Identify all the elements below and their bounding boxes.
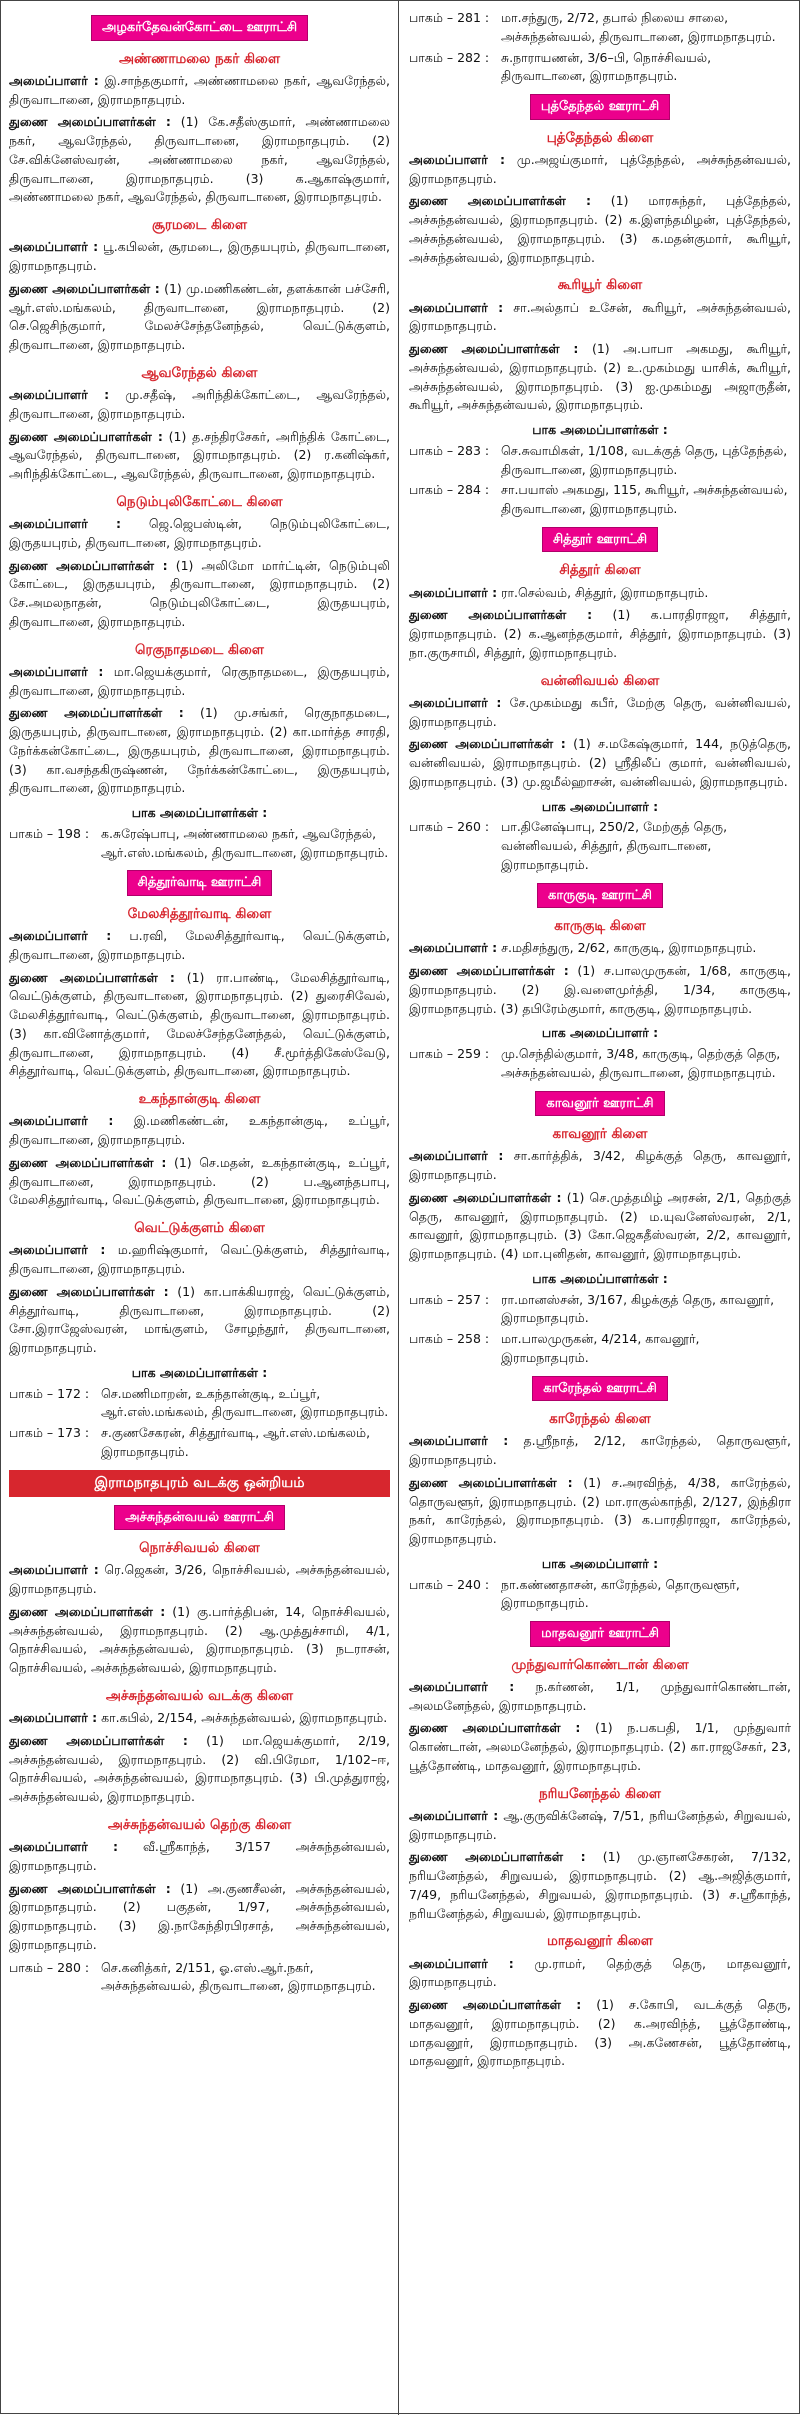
organizer-role-label: அமைப்பாளர் :: [409, 299, 504, 315]
booth-number: பாகம் – 284 :: [409, 482, 490, 498]
column-left: [1, 1, 399, 2415]
organizer-role-label: துணை அமைப்பாளர்கள் :: [409, 736, 566, 752]
booth-organizers-heading: பாக அமைப்பாளர் :: [541, 1025, 659, 1041]
organizer-details: (1) மா.ஜெயக்குமார், 2/19, அச்சுந்தன்வயல், இராமநாதபுரம். (2) வி.பிரேமா, 1/102–ஈ, நொச்சிவயல், அச்சுந்தன்வயல், இராமநாதபுரம். (3) பி.முத்துராஜ், அச்சுந்தன்வயல், இராமநாதபுரம்.: [9, 1732, 390, 1804]
branch-heading: வன்னிவயல் கிளை: [540, 672, 660, 689]
branch-heading: புத்தேந்தல் கிளை: [546, 129, 654, 146]
booth-number: பாகம் – 283 :: [409, 442, 490, 458]
booth-organizer-details: மா.சந்துரு, 2/72, தபால் நிலைய சாலை, அச்சுந்தன்வயல், திருவாடானை, இராமநாதபுரம்.: [501, 10, 776, 44]
organizer-details: (1) ச.பாலமுருகன், 1/68, காருகுடி, இராமநாதபுரம். (2) இ.வளைமுர்த்தி, 1/34, காருகுடி, இராமநாதபுரம். (3) தபிரேம்குமார், காருகுடி, இராமநாதபுரம்.: [409, 963, 791, 1016]
organizer-role-label: அமைப்பாளர் :: [9, 1562, 99, 1578]
booth-organizer-row: [9, 1385, 390, 1423]
organizer-entry: [9, 557, 390, 632]
organizer-details: வீ.ஸ்ரீகாந்த், 3/157 அச்சுந்தன்வயல், இராமநாதபுரம்.: [9, 1839, 390, 1873]
booth-number: பாகம் – 282 :: [409, 49, 490, 65]
branch-heading: நொச்சிவயல் கிளை: [139, 1540, 260, 1556]
organizer-role-label: துணை அமைப்பாளர்கள் :: [9, 1154, 167, 1170]
organizer-entry: [9, 72, 390, 110]
organizer-role-label: துணை அமைப்பாளர்கள் :: [9, 428, 163, 444]
organizer-role-label: அமைப்பாளர் :: [9, 1710, 98, 1725]
organizer-entry: [409, 340, 791, 415]
booth-organizers-heading: பாக அமைப்பாளர்கள் :: [532, 422, 668, 437]
booth-number: பாகம் – 198 :: [9, 825, 90, 841]
organizer-role-label: அமைப்பாளர் :: [409, 1678, 515, 1694]
booth-organizer-details: செ.சுவாமிகள், 1/108, வடக்குத் தெரு, புத்தேந்தல், திருவாடானை, இராமநாதபுரம்.: [501, 442, 788, 477]
organizer-entry: [9, 927, 390, 965]
branch-heading: முந்துவார்கொண்டான் கிளை: [511, 1656, 689, 1673]
organizer-details: ஜெ.ஜெபஸ்டின், நெடும்புலிகோட்டை, இருதயபுரம், திருவாடானை, இராமநாதபுரம்.: [9, 516, 390, 550]
organizer-entry: [409, 151, 791, 189]
organizer-role-label: அமைப்பாளர் :: [409, 1955, 514, 1971]
organizer-role-label: அமைப்பாளர் :: [9, 1839, 119, 1854]
booth-organizer-row: [409, 1576, 791, 1614]
organizer-entry: [9, 1732, 390, 1807]
panchayat-heading: காவனூர் ஊராட்சி: [535, 1091, 664, 1117]
organizer-role-label: துணை அமைப்பாளர்கள் :: [409, 1189, 562, 1205]
organizer-details: (1) செ.மதன், உகந்தான்குடி, உப்பூர், திருவாடானை, இராமநாதபுரம். (2) ப.ஆனந்தபாபு, மேலசித்தூர்வாடி, வெட்டுக்குளம், திருவாடானை, இராமநாதபுரம்.: [9, 1154, 391, 1208]
organizer-role-label: துணை அமைப்பாளர்கள் :: [409, 963, 569, 978]
organizer-details: மா.ஜெயக்குமார், ரெகுநாதமடை, இருதயபுரம், திருவாடானை, இராமநாதபுரம்.: [9, 663, 390, 698]
organizer-role-label: அமைப்பாளர் :: [409, 1807, 499, 1823]
organizer-entry: [9, 1283, 390, 1358]
branch-heading: அச்சுந்தன்வயல் தெற்கு கிளை: [107, 1816, 292, 1833]
organizer-details: (1) த.சந்திரசேகர், அரிந்திக் கோட்டை, ஆவரேந்தல், திருவாடானை, இராமநாதபுரம். (2) ர.கனிஷ்கர், அரிந்திக்கோட்டை, ஆவரேந்தல், திருவாடானை, இராமநாதபுரம்.: [9, 428, 390, 481]
organizer-entry: [9, 1880, 390, 1955]
organizer-entry: [409, 962, 791, 1018]
organizer-entry: [9, 1154, 390, 1210]
organizer-entry: [409, 192, 791, 267]
organizer-role-label: துணை அமைப்பாளர்கள் :: [409, 1997, 582, 2012]
organizer-role-label: துணை அமைப்பாளர்கள் :: [9, 557, 168, 573]
booth-number: பாகம் – 260 :: [409, 819, 490, 835]
branch-heading: நரியனேந்தல் கிளை: [538, 1785, 661, 1802]
organizer-entry: [409, 1719, 791, 1775]
organizer-details: (1) செ.முத்தமிழ் அரசன், 2/1, தெற்குத் தெரு, காவனூர், இராமநாதபுரம். (2) ம.யுவனேஸ்வரன், 2/1, காவனூர், இராமநாதபுரம். (3) கோ.ஜெகதீஸ்வரன், 2/2, காவனூர், இராமநாதபுரம். (4) மா.புனிதன், காவனூர், இராமநாதபுரம்.: [409, 1189, 792, 1261]
organizer-role-label: அமைப்பாளர் :: [9, 928, 112, 943]
booth-number: பாகம் – 258 :: [409, 1331, 490, 1346]
organizer-entry: [409, 1474, 791, 1549]
organizer-role-label: துணை அமைப்பாளர்கள் :: [409, 1849, 586, 1865]
organizer-role-label: அமைப்பாளர் :: [409, 940, 498, 956]
organizer-entry: [9, 1241, 390, 1279]
organizer-details: இ.மணிகண்டன், உகந்தான்குடி, உப்பூர், திருவாடானை, இராமநாதபுரம்.: [9, 1113, 390, 1147]
organizer-role-label: துணை அமைப்பாளர்கள் :: [409, 1474, 573, 1490]
booth-organizer-details: செ.மணிமாறன், உகந்தான்குடி, உப்பூர், ஆர்.எஸ்.மங்கலம், திருவாடானை, இராமநாதபுரம்.: [101, 1385, 389, 1420]
organizer-entry: [9, 428, 390, 484]
booth-organizer-details: க.சுரேஷ்பாபு, அண்ணாமலை நகர், ஆவரேந்தல், ஆர்.எஸ்.மங்கலம், திருவாடானை, இராமநாதபுரம்.: [101, 825, 389, 860]
organizer-entry: [409, 1807, 791, 1845]
organizer-details: ப.ரவி, மேலசித்தூர்வாடி, வெட்டுக்குளம், திருவாடானை, இராமநாதபுரம்.: [9, 928, 390, 962]
organizer-details: சே.முகம்மது கபீர், மேற்கு தெரு, வன்னிவயல், இராமநாதபுரம்.: [409, 694, 791, 729]
organizer-details: ச.மதிசந்துரு, 2/62, காருகுடி, இராமநாதபுரம்.: [501, 940, 757, 956]
organizer-entry: [409, 1432, 791, 1470]
organizer-role-label: துணை அமைப்பாளர்கள் :: [9, 1283, 169, 1299]
booth-organizer-row: [409, 818, 791, 874]
branch-heading: காரேந்தல் கிளை: [549, 1411, 651, 1427]
branch-heading: சித்தூர் கிளை: [559, 562, 641, 579]
organizer-role-label: துணை அமைப்பாளர்கள் :: [409, 193, 591, 209]
branch-heading: ஆவரேந்தல் கிளை: [141, 364, 258, 381]
organizer-entry: [409, 1996, 791, 2071]
organizer-entry: [9, 1112, 390, 1150]
branch-heading: காவனூர் கிளை: [552, 1126, 648, 1142]
organizer-details: (1) அ.குணசீலன், அச்சுந்தன்வயல், இராமநாதபுரம். (2) பகுதன், 1/97, அச்சுந்தன்வயல், இராமநாதபுரம். (3) இ.நாகேந்திரபிரசாத், அச்சுந்தன்வயல், இராமநாதபுரம்.: [9, 1880, 390, 1952]
booth-organizer-row: [409, 442, 791, 480]
booth-organizer-details: செ.கனித்கர், 2/151, ஓ.எஸ்.ஆர்.நகர், அச்சுந்தன்வயல், திருவாடானை, இராமநாதபுரம்.: [101, 1959, 376, 1994]
organizer-details: த.ஸ்ரீநாத், 2/12, காரேந்தல், தொருவளூர், இராமநாதபுரம்.: [409, 1433, 791, 1467]
organizer-role-label: துணை அமைப்பாளர்கள் :: [9, 1603, 166, 1619]
organizer-details: மு.ராமர், தெற்குத் தெரு, மாதவனூர், இராமநாதபுரம்.: [409, 1955, 791, 1990]
branch-heading: மேலசித்தூர்வாடி கிளை: [127, 905, 272, 922]
organizer-details: (1) கு.பார்த்திபன், 14, நொச்சிவயல், அச்சுந்தன்வயல், இராமநாதபுரம். (2) ஆ.முத்துச்சாமி, 4/1, நொச்சிவயல், அச்சுந்தன்வயல், இராமநாதபுரம். (3) நடராசன், நொச்சிவயல், அச்சுந்தன்வயல், இராமநாதபுரம்.: [9, 1603, 390, 1675]
branch-heading: அச்சுந்தன்வயல் வடக்கு கிளை: [105, 1687, 294, 1704]
organizer-entry: [9, 113, 390, 207]
booth-number: பாகம் – 280 :: [9, 1959, 90, 1975]
organizer-details: மு.சதீஷ், அரிந்திக்கோட்டை, ஆவரேந்தல், திருவாடானை, இராமநாதபுரம்.: [9, 387, 390, 421]
booth-number: பாகம் – 257 :: [409, 1291, 490, 1307]
booth-number: பாகம் – 172 :: [9, 1385, 90, 1401]
organizer-details: பூ.கபிலன், சூரமடை, இருதயபுரம், திருவாடானை, இராமநாதபுரம்.: [9, 239, 390, 273]
booth-organizer-details: நா.கண்ணதாசன், காரேந்தல், தொருவளூர், இராமநாதபுரம்.: [501, 1576, 740, 1611]
organizer-entry: [9, 515, 390, 553]
booth-organizer-row: [409, 1045, 791, 1083]
booth-organizer-row: [409, 9, 791, 47]
organizer-entry: [9, 704, 390, 798]
organizer-details: இ.சாந்தகுமார், அண்ணாமலை நகர், ஆவரேந்தல், திருவாடானை, இராமநாதபுரம்.: [9, 72, 390, 107]
panchayat-heading: அச்சுந்தன்வயல் ஊராட்சி: [114, 1505, 285, 1531]
organizer-entry: [9, 1838, 390, 1876]
organizer-role-label: துணை அமைப்பாளர்கள் :: [9, 969, 175, 985]
organizer-details: (1) கா.பாக்கியராஜ், வெட்டுக்குளம், சித்தூர்வாடி, திருவாடானை, இராமநாதபுரம். (2) சோ.இராஜேஸ்வரன், மாங்குளம், சோழந்தூர், திருவாடானை, இராமநாதபுரம்.: [9, 1283, 391, 1355]
organizer-details: சா.அல்தாப் உசேன், கூரியூர், அச்சுந்தன்வயல், இராமநாதபுரம்.: [409, 299, 791, 334]
booth-organizer-row: [9, 1959, 390, 1997]
organizer-details: ந.கர்ணன், 1/1, முந்துவார்கொண்டான், அலமனேந்தல், இராமநாதபுரம்.: [409, 1678, 791, 1713]
organizer-details: கா.கபில், 2/154, அச்சுந்தன்வயல், இராமநாதபுரம்.: [101, 1710, 388, 1725]
organizer-entry: [409, 606, 791, 662]
organizer-role-label: அமைப்பாளர் :: [409, 151, 506, 167]
organizer-role-label: அமைப்பாளர் :: [9, 1242, 106, 1258]
branch-heading: வெட்டுக்குளம் கிளை: [134, 1220, 265, 1236]
organizer-entry: [409, 939, 791, 958]
branch-heading: நெடும்புலிகோட்டை கிளை: [116, 493, 283, 510]
organizer-entry: [409, 1189, 791, 1264]
organizer-role-label: அமைப்பாளர் :: [9, 72, 99, 88]
panchayat-heading: காருகுடி ஊராட்சி: [537, 883, 663, 909]
branch-heading: மாதவனூர் கிளை: [546, 1933, 653, 1950]
booth-organizer-row: [409, 1330, 791, 1368]
organizer-details: (1) அ.பாபா அகமது, கூரியூர், அச்சுந்தன்வயல், இராமநாதபுரம். (2) உ.முகம்மது யாசிக், கூரியூர், அச்சுந்தன்வயல், இராமநாதபுரம். (3) ஐ.முகம்மது அஜாருதீன், கூரியூர், அச்சுந்தன்வயல், இராமநாதபுரம்.: [409, 341, 791, 413]
organizer-entry: [9, 1561, 390, 1599]
organizer-details: சா.கார்த்திக், 3/42, கிழக்குத் தெரு, காவனூர், இராமநாதபுரம்.: [409, 1148, 791, 1182]
organizer-details: (1) ந.பகபதி, 1/1, முந்துவார் கொண்டான், அலமனேந்தல், இராமநாதபுரம். (2) கா.ராஜசேகர், 23, பூத்தோண்டி, மாதவனூர், இராமநாதபுரம்.: [409, 1720, 791, 1773]
column-right: [401, 1, 799, 2415]
organizer-entry: [409, 299, 791, 337]
booth-organizers-heading: பாக அமைப்பாளர்கள் :: [532, 1270, 668, 1286]
organizer-details: ம.ஹரிஷ்குமார், வெட்டுக்குளம், சித்தூர்வாடி, திருவாடானை, இராமநாதபுரம்.: [9, 1242, 390, 1276]
booth-organizers-heading: பாக அமைப்பாளர்கள் :: [131, 805, 268, 820]
organizer-role-label: அமைப்பாளர் :: [409, 1148, 504, 1164]
organizer-details: (1) க.பாரதிராஜா, சித்தூர், இராமநாதபுரம். (2) க.ஆனந்தகுமார், சித்தூர், இராமநாதபுரம். (3) நா.குருசாமி, சித்தூர், இராமநாதபுரம்.: [409, 607, 791, 660]
panchayat-heading: மாதவனூர் ஊராட்சி: [530, 1621, 670, 1647]
booth-organizer-details: ச.குணசேகரன், சித்தூர்வாடி, ஆர்.எஸ்.மங்கலம், இராமநாதபுரம்.: [101, 1425, 371, 1459]
organizer-role-label: அமைப்பாளர் :: [9, 1113, 114, 1129]
organizer-role-label: அமைப்பாளர் :: [409, 1433, 509, 1449]
branch-heading: ரெகுநாதமடை கிளை: [134, 641, 264, 658]
organizer-entry: [409, 1147, 791, 1185]
branch-heading: உகந்தான்குடி கிளை: [138, 1091, 261, 1107]
organizer-entry: [9, 280, 390, 355]
booth-organizers-heading: பாக அமைப்பாளர்கள் :: [131, 1364, 268, 1380]
booth-organizer-row: [9, 825, 390, 863]
organizer-entry: [409, 584, 791, 603]
organizer-details: மு.அஜய்குமார், புத்தேந்தல், அச்சுந்தன்வயல், இராமநாதபுரம்.: [409, 151, 791, 186]
organizer-details: (1) அலிமோ மார்ட்டின், நெடும்புலி கோட்டை, இருதயபுரம், திருவாடானை, இராமநாதபுரம். (2) சே.அமலநாதன், நெடும்புலிகோட்டை, இருதயபுரம், திருவாடானை, இராமநாதபுரம்.: [9, 557, 390, 629]
organizer-details: (1) ச.அரவிந்த், 4/38, காரேந்தல், தொருவளூர், இராமநாதபுரம். (2) மா.ராகுல்காந்தி, 2/127, இந்திரா நகர், காரேந்தல், இராமநாதபுரம். (3) க.பாரதிராஜா, காரேந்தல், இராமநாதபுரம்.: [409, 1474, 791, 1546]
organizer-details: (1) மு.ஞானசேகரன், 7/132, நரியனேந்தல், சிறுவயல், இராமநாதபுரம். (2) ஆ.அஜித்குமார், 7/49, நரியனேந்தல், சிறுவயல், இராமநாதபுரம். (3) ச.ஸ்ரீகாந்த், நரியனேந்தல், சிறுவயல், இராமநாதபுரம்.: [409, 1849, 791, 1921]
organizer-details: (1) மு.மணிகண்டன், தளக்கான் பச்சேரி, ஆர்.எஸ்.மங்கலம், திருவாடானை, இராமநாதபுரம். (2) செ.ஜெசிந்குமார், மேலச்சேந்தனேந்தல், வெட்டுக்குளம், திருவாடானை, இராமநாதபுரம்.: [9, 280, 390, 352]
booth-organizer-details: சு.நாராயணன், 3/6–பி, நொச்சிவயல், திருவாடானை, இராமநாதபுரம்.: [501, 49, 712, 84]
organizer-role-label: அமைப்பாளர் :: [9, 239, 99, 255]
organizer-entry: [409, 1678, 791, 1716]
booth-organizer-details: மா.பாலமுருகன், 4/214, காவனூர், இராமநாதபுரம்.: [501, 1331, 700, 1365]
organizer-details: (1) ரா.பாண்டி, மேலசித்தூர்வாடி, வெட்டுக்குளம், திருவாடானை, இராமநாதபுரம். (2) துரைசிவேல், மேலசித்தூர்வாடி, வெட்டுக்குளம், திருவாடானை, இராமநாதபுரம். (3) கா.வினோத்குமார், மேலச்சேந்தனேந்தல், வெட்டுக்குளம், திருவாடானை, இராமநாதபுரம். (4) சீ.மூர்த்திகேஸ்வேடு, சித்தூர்வாடி, வெட்டுக்குளம், திருவாடானை, இராமநாதபுரம்.: [9, 969, 390, 1079]
organizer-details: (1) கே.சதீஸ்குமார், அண்ணாமலை நகர், ஆவரேந்தல், திருவாடானை, இராமநாதபுரம். (2) சே.விக்னேஸ்வரன், அண்ணாமலை நகர், ஆவரேந்தல், திருவாடானை, இராமநாதபுரம். (3) க.ஆகாஷ்குமார், அண்ணாமலை நகர், ஆவரேந்தல், திருவாடானை, இராமநாதபுரம்.: [9, 114, 390, 205]
panchayat-heading: சித்தூர்வாடி ஊராட்சி: [127, 870, 273, 896]
organizer-role-label: துணை அமைப்பாளர்கள் :: [9, 705, 184, 721]
booth-number: பாகம் – 240 :: [409, 1576, 490, 1592]
organizer-role-label: துணை அமைப்பாளர்கள் :: [409, 607, 593, 623]
organizer-entry: [409, 1955, 791, 1993]
panchayat-heading: காரேந்தல் ஊராட்சி: [532, 1376, 668, 1402]
organizer-details: ரா.செல்வம், சித்தூர், இராமநாதபுரம்.: [501, 584, 709, 600]
panchayat-heading: புத்தேந்தல் ஊராட்சி: [530, 94, 670, 120]
union-heading: இராமநாதபுரம் வடக்கு ஒன்றியம்: [9, 1470, 390, 1497]
organizer-role-label: அமைப்பாளர் :: [9, 663, 104, 679]
branch-heading: சூரமடை கிளை: [152, 217, 247, 233]
organizer-entry: [9, 238, 390, 276]
panchayat-heading: சித்தூர் ஊராட்சி: [542, 527, 658, 553]
organizer-details: ரெ.ஜெகன், 3/26, நொச்சிவயல், அச்சுந்தன்வயல், இராமநாதபுரம்.: [9, 1562, 391, 1596]
organizer-details: (1) ச.மகேஷ்குமார், 144, நடுத்தெரு, வன்னிவயல், இராமநாதபுரம். (2) ஸ்ரீதிலீப் குமார், வன்னிவயல், இராமநாதபுரம். (3) மு.ஜமீல்ஹாசன், வன்னிவயல், இராமநாதபுரம்.: [409, 736, 791, 789]
organizer-role-label: துணை அமைப்பாளர்கள் :: [9, 114, 171, 130]
organizer-entry: [9, 386, 390, 424]
booth-organizer-details: பா.தினேஷ்பாபு, 250/2, மேற்குத் தெரு, வன்னிவயல், சித்தூர், திருவாடானை, இராமநாதபுரம்.: [501, 819, 728, 872]
booth-organizer-details: ரா.மானஸ்சன், 3/167, கிழக்குத் தெரு, காவனூர், இராமநாதபுரம்.: [501, 1291, 775, 1326]
organizer-role-label: அமைப்பாளர் :: [409, 584, 498, 600]
booth-number: பாகம் – 259 :: [409, 1046, 490, 1061]
branch-heading: அண்ணாமலை நகர் கிளை: [118, 50, 281, 67]
organizer-details: (1) மு.சங்கர், ரெகுநாதமடை, இருதயபுரம், திருவாடானை, இராமநாதபுரம். (2) கா.மார்த்த சாரதி, நேர்க்கன்கோட்டை, இருதயபுரம், திருவாடானை, இராமநாதபுரம். (3) கா.வசந்தகிருஷ்ணன், நேர்க்கன்கோட்டை, இருதயபுரம், திருவாடானை, இராமநாதபுரம்.: [9, 705, 390, 796]
organizer-entry: [409, 735, 791, 791]
panchayat-heading: அழகர்தேவன்கோட்டை ஊராட்சி: [91, 15, 308, 41]
organizer-entry: [9, 1709, 390, 1728]
organizer-entry: [9, 1603, 390, 1678]
organizer-entry: [409, 1848, 791, 1923]
organizer-role-label: அமைப்பாளர் :: [409, 694, 502, 710]
organizer-role-label: அமைப்பாளர் :: [9, 516, 122, 531]
organizer-role-label: துணை அமைப்பாளர்கள் :: [9, 1880, 171, 1896]
organizer-entry: [409, 694, 791, 732]
organizer-entry: [9, 969, 390, 1082]
organizer-details: (1) மாரசுந்தர், புத்தேந்தல், அச்சுந்தன்வயல், இராமநாதபுரம். (2) க.இளந்தமிழன், புத்தேந்தல், அச்சுந்தன்வயல், இராமநாதபுரம். (3) க.மதன்குமார், கூரியூர், அச்சுந்தன்வயல், இராமநாதபுரம்.: [409, 193, 791, 265]
organizer-role-label: அமைப்பாளர் :: [9, 387, 110, 402]
booth-organizer-row: [409, 1291, 791, 1329]
booth-organizer-row: [409, 49, 791, 87]
organizer-role-label: துணை அமைப்பாளர்கள் :: [409, 341, 579, 356]
booth-organizer-row: [409, 481, 791, 519]
booth-number: பாகம் – 173 :: [9, 1425, 90, 1440]
booth-number: பாகம் – 281 :: [409, 10, 490, 25]
organizer-entry: [9, 663, 390, 701]
booth-organizer-details: சா.பயாஸ் அகமது, 115, கூரியூர், அச்சுந்தன்வயல், திருவாடானை, இராமநாதபுரம்.: [501, 482, 788, 516]
branch-heading: காருகுடி கிளை: [554, 918, 646, 934]
organizer-role-label: துணை அமைப்பாளர்கள் :: [9, 1732, 188, 1748]
organizer-role-label: துணை அமைப்பாளர்கள் :: [409, 1720, 581, 1736]
booth-organizers-heading: பாக அமைப்பாளர் :: [541, 1555, 659, 1571]
booth-organizer-row: [9, 1424, 390, 1462]
booth-organizers-heading: பாக அமைப்பாளர் :: [541, 798, 659, 814]
booth-organizer-details: மு.செந்தில்குமார், 3/48, காருகுடி, தெற்குத் தெரு, அச்சுந்தன்வயல், திருவாடானை, இராமநாதபுரம்.: [501, 1046, 781, 1080]
organizer-details: ஆ.குருவிக்னேஷ், 7/51, நரியனேந்தல், சிறுவயல், இராமநாதபுரம்.: [409, 1807, 791, 1842]
organizer-role-label: துணை அமைப்பாளர்கள் :: [9, 280, 160, 296]
organizer-details: (1) ச.கோபி, வடக்குத் தெரு, மாதவனூர், இராமநாதபுரம். (2) க.அரவிந்த், பூத்தோண்டி, மாதவனூர், இராமநாதபுரம். (3) அ.கணேசன், பூத்தோண்டி, மாதவனூர், இராமநாதபுரம்.: [409, 1997, 791, 2069]
branch-heading: கூரியூர் கிளை: [557, 277, 643, 294]
